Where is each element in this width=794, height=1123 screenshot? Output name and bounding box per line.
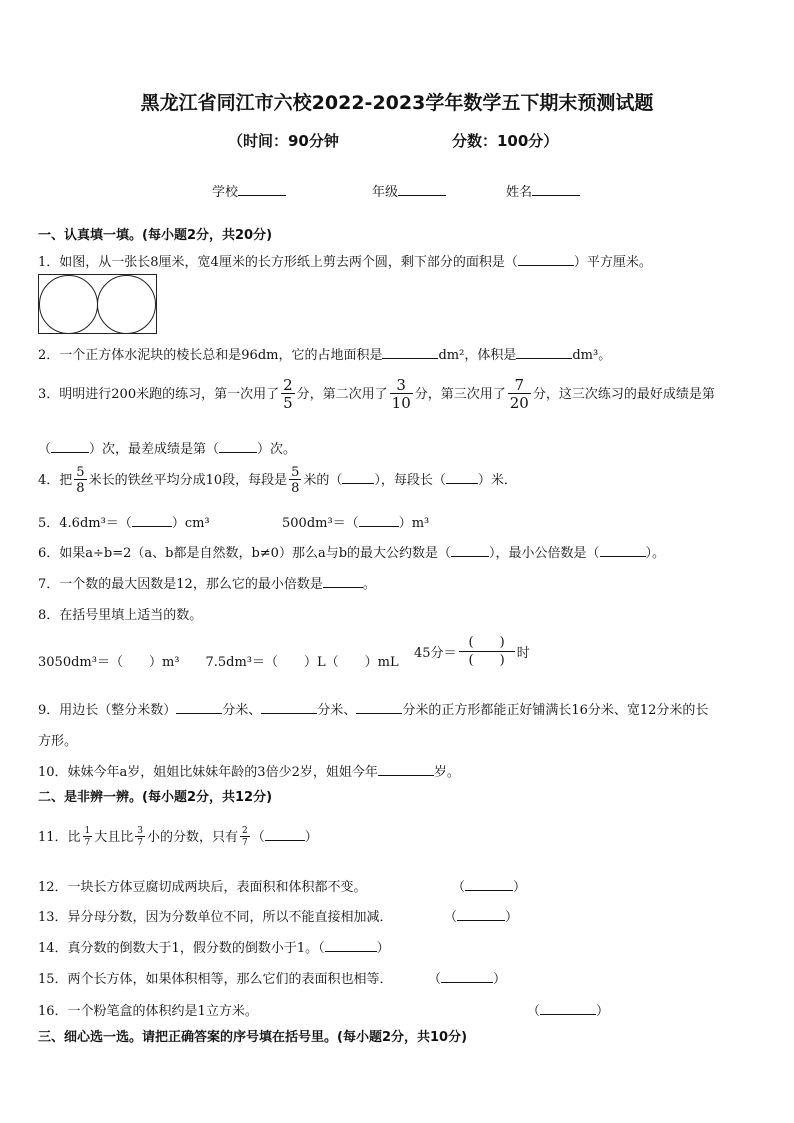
q9-text-e: 方形。 bbox=[38, 734, 78, 749]
q15-text-b: （ bbox=[428, 972, 442, 987]
school-blank[interactable] bbox=[238, 182, 286, 196]
q11-text-e: ） bbox=[304, 830, 318, 845]
q15-blank[interactable] bbox=[441, 969, 493, 983]
section-2-heading: 二、是非辨一辨。(每小题2分，共12分) bbox=[38, 790, 273, 805]
q11-text-c: 小的分数，只有 bbox=[147, 830, 239, 845]
q11-blank[interactable] bbox=[265, 827, 305, 841]
school-field bbox=[212, 181, 286, 200]
q3-fraction-2 bbox=[390, 378, 413, 411]
q3-text-d: 分，这三次练习的最好成绩是第 bbox=[532, 387, 715, 402]
q5-text-b: ）cm³ bbox=[171, 516, 210, 531]
q4-f1-den: 8 bbox=[76, 481, 85, 496]
q3-text-c: 分，第三次用了 bbox=[414, 387, 506, 402]
question-16 bbox=[38, 1000, 258, 1019]
q12-text-a: 12．一块长方体豆腐切成两块后，表面积和体积都不变。 bbox=[38, 880, 367, 895]
q4-f2-num: 5 bbox=[291, 465, 300, 480]
q4-blank-2[interactable] bbox=[446, 470, 478, 484]
q5-text-d: ）m³ bbox=[398, 516, 430, 531]
question-6 bbox=[38, 542, 665, 561]
question-2 bbox=[38, 344, 611, 363]
question-13 bbox=[38, 906, 393, 925]
grade-field bbox=[372, 181, 446, 200]
question-5 bbox=[38, 512, 210, 531]
q3-text-e: （ bbox=[38, 442, 52, 457]
q14-blank[interactable] bbox=[325, 938, 377, 952]
q16-blank[interactable] bbox=[540, 1001, 596, 1015]
q10-text-a: 10．妹妹今年a岁，姐姐比妹妹年龄的3倍少2岁，姐姐今年 bbox=[38, 765, 378, 780]
question-14 bbox=[38, 937, 390, 956]
q8-text-b: 3050dm³＝（ ）m³ 7.5dm³＝（ ）L（ ）mL bbox=[38, 655, 399, 670]
section-3-heading: 三、细心选一选。请把正确答案的序号填在括号里。(每小题2分，共10分) bbox=[38, 1030, 468, 1045]
q11-f3-den: 7 bbox=[242, 838, 248, 848]
q3-f3-den: 20 bbox=[509, 394, 529, 412]
q5-blank-2[interactable] bbox=[359, 513, 399, 527]
q2-blank-1[interactable] bbox=[382, 345, 438, 359]
question-16-answer bbox=[527, 1000, 609, 1019]
q11-text-a: 11．比 bbox=[38, 830, 81, 845]
q3-f2-den: 10 bbox=[391, 394, 411, 412]
q8-fraction-blank[interactable]: $\frac{( )}{( )}$ bbox=[459, 636, 515, 667]
q1-blank[interactable] bbox=[518, 252, 574, 266]
q11-f2-num: 3 bbox=[137, 826, 144, 836]
q4-f1-num: 5 bbox=[76, 465, 85, 480]
school-label: 学校 bbox=[212, 185, 239, 200]
question-3 bbox=[38, 378, 715, 411]
q16-text-b: （ bbox=[527, 1004, 541, 1019]
q6-text-a: 6．如果a÷b=2（a、b都是自然数，b≠0）那么a与b的最大公约数是（ bbox=[38, 546, 452, 561]
q13-text-b: （ bbox=[444, 910, 458, 925]
question-8 bbox=[38, 604, 202, 623]
question-13-answer bbox=[444, 906, 518, 925]
q15-text-a: 15．两个长方体，如果体积相等，那么它们的表面积也相等． bbox=[38, 972, 393, 987]
q3-f1-den: 5 bbox=[283, 394, 293, 412]
page-title: 黑龙江省同江市六校2022-2023学年数学五下期末预测试题 bbox=[140, 92, 654, 114]
q6-blank-1[interactable] bbox=[451, 543, 489, 557]
q13-text-c: ） bbox=[505, 910, 519, 925]
question-10 bbox=[38, 761, 460, 780]
q3-blank-2[interactable] bbox=[219, 439, 257, 453]
q8-text-c: 45分＝ bbox=[414, 646, 457, 661]
question-12-answer bbox=[452, 876, 526, 895]
grade-blank[interactable] bbox=[398, 182, 446, 196]
q9-blank-2[interactable] bbox=[261, 700, 317, 714]
circle-right bbox=[97, 275, 156, 334]
q10-blank[interactable] bbox=[378, 762, 434, 776]
question-8-fraction-part bbox=[414, 636, 530, 667]
question-9 bbox=[38, 699, 708, 718]
q15-text-c: ） bbox=[493, 972, 507, 987]
q3-f2-num: 3 bbox=[396, 376, 406, 394]
q11-text-d: （ bbox=[251, 830, 265, 845]
q11-f1-den: 7 bbox=[84, 838, 91, 848]
q9-blank-1[interactable] bbox=[176, 700, 222, 714]
q8-text-a: 8．在括号里填上适当的数。 bbox=[38, 608, 203, 623]
question-7 bbox=[38, 573, 376, 592]
question-9-line-2 bbox=[38, 730, 77, 749]
q12-text-c: ） bbox=[513, 880, 527, 895]
q3-text-b: 分，第二次用了 bbox=[296, 387, 388, 402]
q2-blank-2[interactable] bbox=[516, 345, 572, 359]
q7-text-a: 7．一个数的最大因数是12，那么它的最小倍数是 bbox=[38, 577, 323, 592]
q9-blank-3[interactable] bbox=[356, 700, 402, 714]
question-8-line-2 bbox=[38, 651, 399, 670]
q7-blank[interactable] bbox=[323, 574, 363, 588]
q3-f3-num: 7 bbox=[514, 376, 525, 394]
q9-text-a: 9．用边长（整分米数） bbox=[38, 703, 177, 718]
question-15 bbox=[38, 968, 393, 987]
name-label: 姓名 bbox=[506, 185, 533, 200]
q3-text-f: ）次，最差成绩是第（ bbox=[89, 442, 220, 457]
q13-blank[interactable] bbox=[457, 907, 505, 921]
q9-text-b: 分米、 bbox=[222, 703, 262, 718]
q7-text-b: 。 bbox=[362, 577, 376, 592]
q3-text-a: 3．明明进行200米跑的练习，第一次用了 bbox=[38, 387, 280, 402]
q5-blank-1[interactable] bbox=[132, 513, 172, 527]
question-5-part-2 bbox=[282, 512, 429, 531]
q2-text-c: dm³。 bbox=[572, 348, 612, 363]
q10-text-b: 岁。 bbox=[433, 765, 460, 780]
q14-text-b: ） bbox=[376, 941, 390, 956]
q13-text-a: 13．异分母分数，因为分数单位不同，所以不能直接相加减． bbox=[38, 910, 393, 925]
q4-fraction-2 bbox=[289, 466, 301, 495]
question-15-answer bbox=[428, 968, 506, 987]
q1-text-a: 1．如图，从一张长8厘米，宽4厘米的长方形纸上剪去两个圆，剩下部分的面积是（ bbox=[38, 255, 518, 270]
q11-f1-num: 1 bbox=[84, 826, 91, 836]
q2-text-a: 2．一个正方体水泥块的棱长总和是96dm，它的占地面积是 bbox=[38, 348, 383, 363]
q6-text-c: ）。 bbox=[645, 546, 666, 561]
q8-text-d: 时 bbox=[516, 646, 530, 661]
exam-time: （时间：90分钟 bbox=[228, 132, 339, 150]
q6-blank-2[interactable] bbox=[600, 543, 646, 557]
q3-fraction-1 bbox=[281, 378, 295, 411]
name-field bbox=[506, 181, 580, 200]
q16-text-a: 16．一个粉笔盒的体积约是1立方米。 bbox=[38, 1004, 258, 1019]
grade-label: 年级 bbox=[372, 185, 399, 200]
question-12 bbox=[38, 876, 367, 895]
q4-text-c: 米的（ bbox=[303, 473, 343, 488]
q11-fraction-1 bbox=[83, 827, 93, 848]
name-blank[interactable] bbox=[532, 182, 580, 196]
q5-text-a: 5．4.6dm³＝（ bbox=[38, 516, 132, 531]
question-1 bbox=[38, 251, 652, 270]
q3-f1-num: 2 bbox=[283, 376, 293, 394]
q12-text-b: （ bbox=[452, 880, 466, 895]
exam-score: 分数：100分） bbox=[452, 132, 559, 150]
q9-text-d: 分米的正方形都能正好铺满长16分米、宽12分米的长 bbox=[402, 703, 709, 718]
q4-f2-den: 8 bbox=[291, 481, 300, 496]
q12-blank[interactable] bbox=[465, 877, 513, 891]
q11-fraction-3 bbox=[240, 827, 250, 848]
q4-blank-1[interactable] bbox=[342, 470, 374, 484]
q14-text-a: 14．真分数的倒数大于1，假分数的倒数小于1。（ bbox=[38, 941, 325, 956]
q4-text-e: ）米． bbox=[477, 473, 517, 488]
q3-fraction-3 bbox=[508, 378, 531, 411]
q9-text-c: 分米、 bbox=[317, 703, 357, 718]
question-11 bbox=[38, 826, 318, 848]
q16-text-c: ） bbox=[596, 1004, 610, 1019]
q3-blank-1[interactable] bbox=[51, 439, 89, 453]
q11-f2-den: 7 bbox=[137, 838, 144, 848]
rectangle-two-circles-figure bbox=[38, 274, 157, 334]
q6-text-b: ），最小公倍数是（ bbox=[489, 546, 600, 561]
section-1-heading: 一、认真填一填。(每小题2分，共20分) bbox=[38, 228, 273, 243]
circle-left bbox=[39, 275, 98, 334]
q4-text-a: 4．把 bbox=[38, 473, 73, 488]
q5-text-c: 500dm³＝（ bbox=[282, 516, 359, 531]
q4-text-d: ），每段长（ bbox=[374, 473, 446, 488]
q11-f3-num: 2 bbox=[242, 826, 248, 836]
q1-text-b: ）平方厘米。 bbox=[573, 255, 652, 270]
q2-text-b: dm²，体积是 bbox=[438, 348, 517, 363]
question-3-line-2 bbox=[38, 438, 296, 457]
question-4 bbox=[38, 466, 517, 495]
q4-fraction-1 bbox=[74, 466, 86, 495]
q3-text-g: ）次。 bbox=[257, 442, 297, 457]
q4-text-b: 米长的铁丝平均分成10段，每段是 bbox=[88, 473, 288, 488]
q11-text-b: 大且比 bbox=[94, 830, 134, 845]
q11-fraction-2 bbox=[135, 827, 145, 848]
